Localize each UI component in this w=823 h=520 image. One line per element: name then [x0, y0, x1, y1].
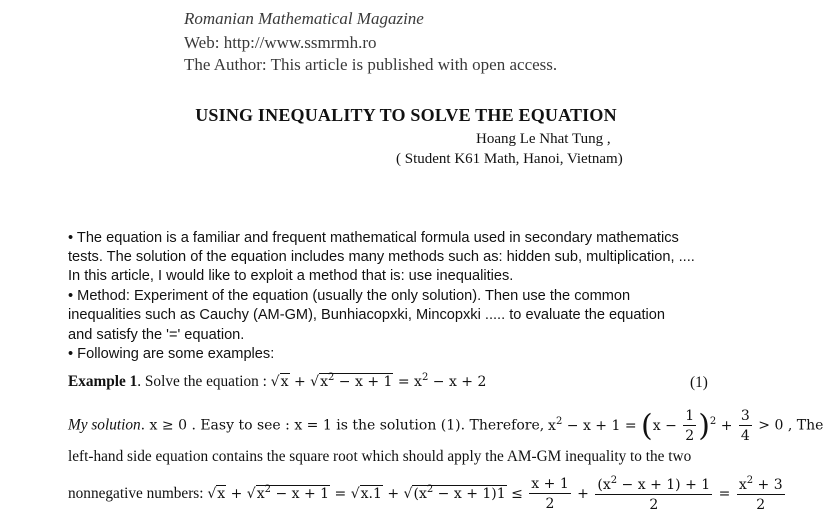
solution-label: My solution [68, 416, 141, 434]
solution-text: . x ≥ 0 . Easy to see : x = 1 is the solution (1). Therefore, [140, 417, 545, 434]
completing-square: $x^2 - x + 1 = (x$ − $\frac{1}{2}$ )$^2$ + $\frac{3}{4}$ [548, 407, 750, 444]
equation: $√x + √x^2 - x + 1 = x^2 - x + 2$ [270, 372, 487, 390]
solution-line-3-text: nonnegative numbers: [68, 485, 204, 502]
journal-web: Web: http://www.ssmrmh.ro [184, 33, 377, 52]
example-text: . Solve the equation : [137, 373, 267, 390]
article-title: USING INEQUALITY TO SOLVE THE EQUATION [195, 105, 617, 125]
example-label: Example 1 [68, 373, 138, 390]
solution-line-3 [68, 476, 787, 512]
equation-number: (1) [690, 374, 708, 391]
body-line: In this article, I would like to exploit a method that is: use inequalities. [68, 268, 514, 284]
example-statement [68, 372, 486, 391]
author-affiliation: ( Student K61 Math, Hanoi, Vietnam) [396, 151, 623, 167]
journal-name: Romanian Mathematical Magazine [184, 9, 424, 28]
am-gm-inequality: $√x + √x^2 - x + 1 = √x.1 + √(x^2 - x + 1)1$ ≤ $\frac{x + 1}{2}$ + $\frac{(x^2 - x + 1) + 1}{2}$ = $\frac{x^2 + 3}{2}$ [207, 475, 783, 513]
body-line: • Following are some examples: [68, 346, 275, 362]
body-line: inequalities such as Cauchy (AM-GM), Bunhiacopxki, Mincopxki ..... to evaluate the equation [68, 307, 666, 323]
body-line: • The equation is a familiar and frequent mathematical formula used in secondary mathematics [68, 230, 679, 246]
body-line: tests. The solution of the equation includes many methods such as: hidden sub, multiplication, .... [68, 249, 695, 265]
open-access-note: The Author: This article is published with open access. [184, 55, 558, 74]
solution-line-2: left-hand side equation contains the square root which should apply the AM-GM inequality to the two [68, 448, 692, 465]
solution-end: > 0 , The [758, 417, 823, 434]
body-line: • Method: Experiment of the equation (usually the only solution). Then use the common [68, 288, 631, 304]
solution-line-1 [68, 408, 823, 443]
body-line: and satisfy the '=' equation. [68, 327, 245, 343]
author-name: Hoang Le Nhat Tung , [476, 131, 611, 147]
